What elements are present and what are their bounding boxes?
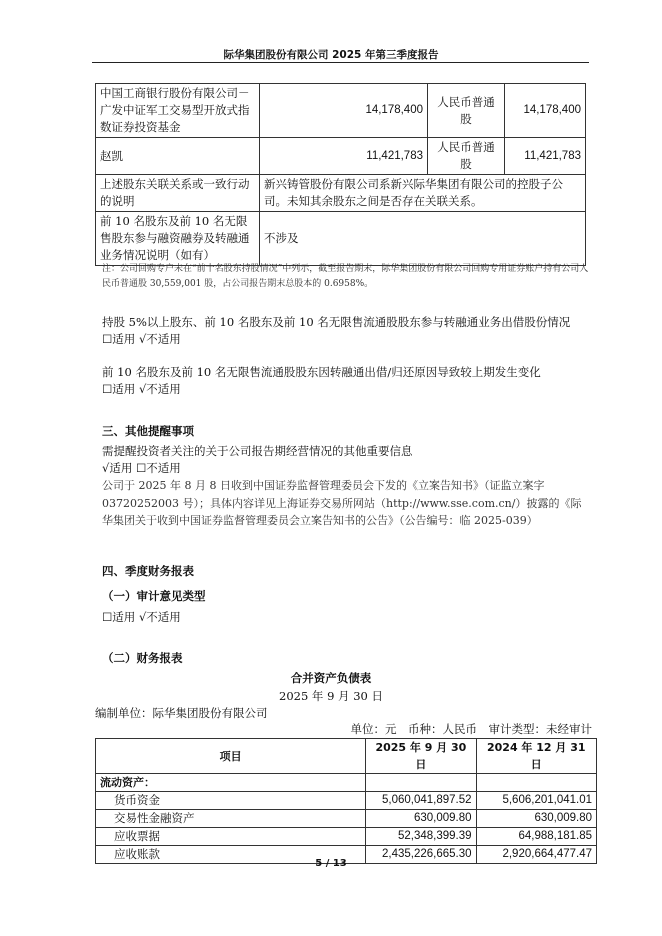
section-3-heading: 三、其他提醒事项	[102, 424, 194, 438]
lending-options: ☐适用 √不适用	[102, 332, 181, 346]
table-row	[96, 774, 597, 792]
page-number: 5 / 13	[315, 858, 347, 869]
section-3-options: √适用 ☐不适用	[102, 461, 181, 475]
page-header: 际华集团股份有限公司 2025 年第三季度报告	[223, 49, 439, 61]
previous-value: 630,009.80	[476, 810, 596, 828]
shareholder-name: 赵凯	[96, 138, 260, 175]
balance-sheet-title: 合并资产负债表	[290, 671, 372, 685]
relation-label: 上述股东关联关系或一致行动的说明	[96, 175, 260, 212]
audit-opinion-heading: （一）审计意见类型	[102, 589, 206, 603]
section-3-text: 需提醒投资者关注的关于公司报告期经营情况的其他重要信息	[102, 444, 413, 458]
shareholder-name: 中国工商银行股份有限公司－广发中证军工交易型开放式指数证券投资基金	[96, 84, 260, 138]
table-row	[96, 138, 586, 175]
repurchase-note: 注：公司回购专户未在“前十名股东持股情况”中列示，截至报告期末，际华集团股份有限公司回购专用证券账户持有公司人民币普通股 30,559,001 股，占公司报告期末总股本的 0.6958%。	[102, 264, 589, 289]
shareholder-table	[95, 83, 586, 266]
line-item: 货币资金	[96, 792, 366, 810]
margin-value: 不涉及	[260, 212, 586, 266]
col-header-item: 项目	[96, 739, 366, 774]
lending-text: 持股 5%以上股东、前 10 名股东及前 10 名无限售流通股股东参与转融通业务出借股份情况	[102, 315, 571, 329]
units-info: 单位：元 币种：人民币 审计类型：未经审计	[350, 722, 592, 736]
share-amount: 14,178,400	[505, 84, 586, 138]
section-label: 流动资产：	[96, 774, 366, 792]
table-row	[96, 828, 597, 846]
audit-options: ☐适用 √不适用	[102, 610, 181, 624]
shares-held: 11,421,783	[260, 138, 428, 175]
current-value: 2,435,226,665.30	[366, 846, 476, 864]
financial-statements-heading: （二）财务报表	[102, 651, 183, 665]
table-row	[96, 810, 597, 828]
line-item: 交易性金融资产	[96, 810, 366, 828]
share-amount: 11,421,783	[505, 138, 586, 175]
table-header-row	[96, 739, 597, 774]
col-header-current: 2025 年 9 月 30 日	[366, 739, 476, 774]
balance-sheet-date: 2025 年 9 月 30 日	[279, 689, 383, 703]
change-options: ☐适用 √不适用	[102, 382, 181, 396]
table-row	[96, 175, 586, 212]
current-value: 52,348,399.39	[366, 828, 476, 846]
previous-value: 2,920,664,477.47	[476, 846, 596, 864]
margin-label: 前 10 名股东及前 10 名无限售股东参与融资融券及转融通业务情况说明（如有）	[96, 212, 260, 266]
col-header-previous: 2024 年 12 月 31 日	[476, 739, 596, 774]
balance-sheet-table	[95, 738, 597, 864]
shares-held: 14,178,400	[260, 84, 428, 138]
share-type: 人民币普通股	[428, 138, 505, 175]
change-text: 前 10 名股东及前 10 名无限售流通股股东因转融通出借/归还原因导致较上期发生变化	[102, 365, 541, 379]
relation-value: 新兴铸管股份有限公司系新兴际华集团有限公司的控股子公司。未知其余股东之间是否存在关联关系。	[260, 175, 586, 212]
previous-value: 64,988,181.85	[476, 828, 596, 846]
table-row	[96, 212, 586, 266]
line-item: 应收账款	[96, 846, 366, 864]
section-4-heading: 四、季度财务报表	[102, 564, 194, 578]
previous-value: 5,606,201,041.01	[476, 792, 596, 810]
table-row	[96, 792, 597, 810]
table-row	[96, 84, 586, 138]
header-divider	[92, 62, 589, 63]
preparing-unit: 编制单位：际华集团股份有限公司	[95, 706, 268, 720]
current-value: 630,009.80	[366, 810, 476, 828]
share-type: 人民币普通股	[428, 84, 505, 138]
case-announcement: 公司于 2025 年 8 月 8 日收到中国证券监督管理委员会下发的《立案告知书》（证监立案字 03720252003 号）；具体内容详见上海证券交易所网站（http://www.sse.com.cn/）披露的《际华集团关于收到中国证券监督管理委员会立案告知书的公告》（公告编号：临 2025-039）	[102, 479, 582, 527]
current-value: 5,060,041,897.52	[366, 792, 476, 810]
line-item: 应收票据	[96, 828, 366, 846]
